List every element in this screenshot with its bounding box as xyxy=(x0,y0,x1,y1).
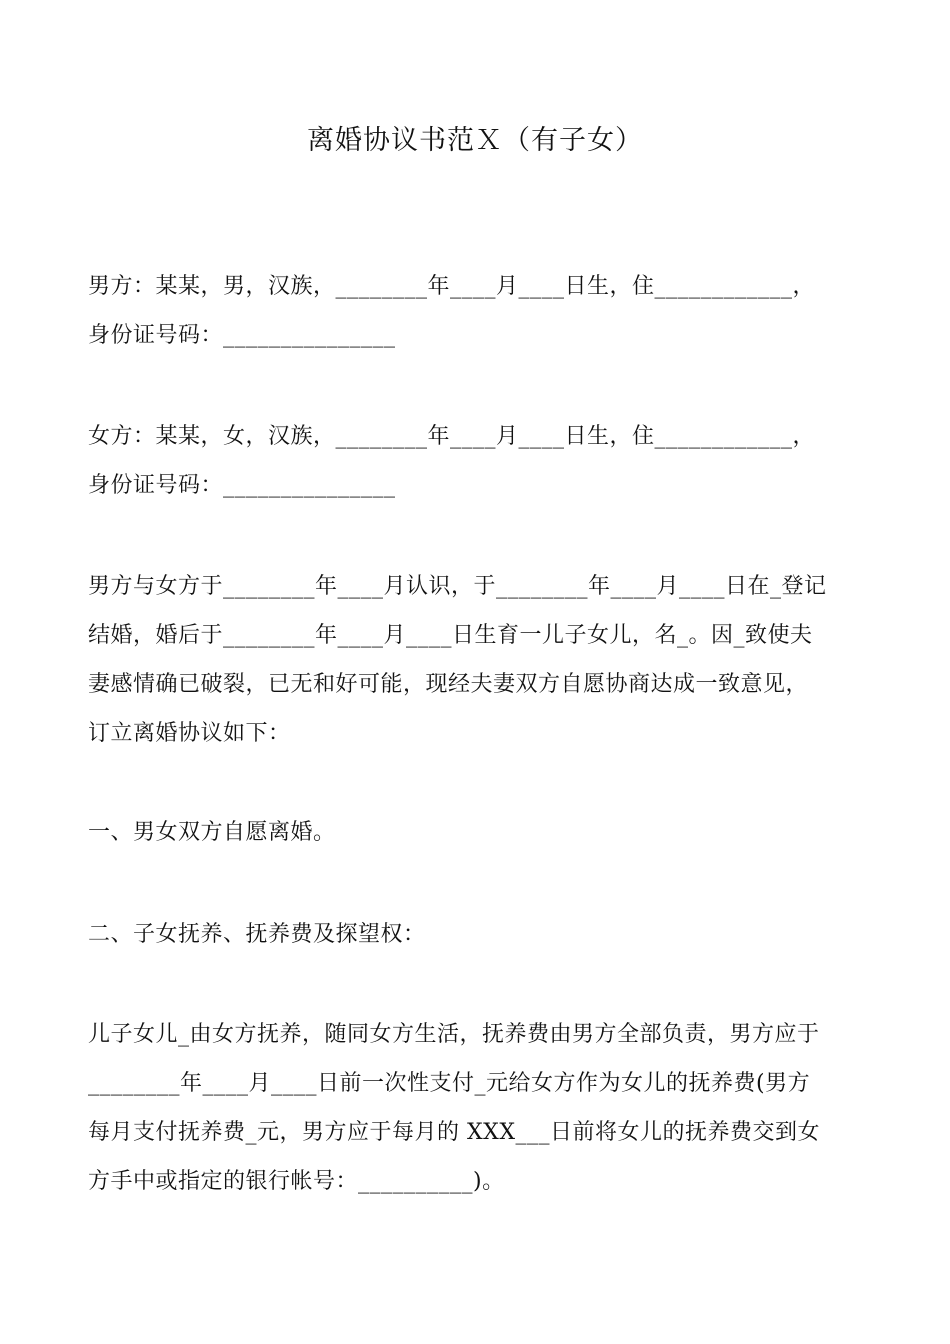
paragraph-male-party: 男方：某某，男，汉族，________年____月____日生，住____________， 身份证号码：_______________ xyxy=(88,274,816,348)
clause-one: 一、男女双方自愿离婚。 xyxy=(88,820,336,845)
paragraph-child-support: 儿子女儿_由女方抚养，随同女方生活，抚养费由男方全部负责，男方应于 ________年____月____日前一次性支付_元给女方作为女儿的抚养费(男方 每月支付抚养费_元，男方应于每月的 XXX___日前将女儿的抚养费交到女 方手中或指定的银行帐号：__________)。 xyxy=(88,1022,820,1194)
clause-two-heading: 二、子女抚养、抚养费及探望权： xyxy=(88,922,426,947)
paragraph-female-party: 女方：某某，女，汉族，________年____月____日生，住____________， 身份证号码：_______________ xyxy=(88,424,816,498)
document-title: 离婚协议书范Ｘ（有子女） xyxy=(307,125,643,156)
paragraph-marriage-background: 男方与女方于________年____月认识，于________年____月____日在_登记 结婚，婚后于________年____月____日生育一儿子女儿，名_。因_致使夫 妻感情确已破裂，已无和好可能，现经夫妻双方自愿协商达成一致意见， 订立离婚协议如下： xyxy=(88,574,827,746)
